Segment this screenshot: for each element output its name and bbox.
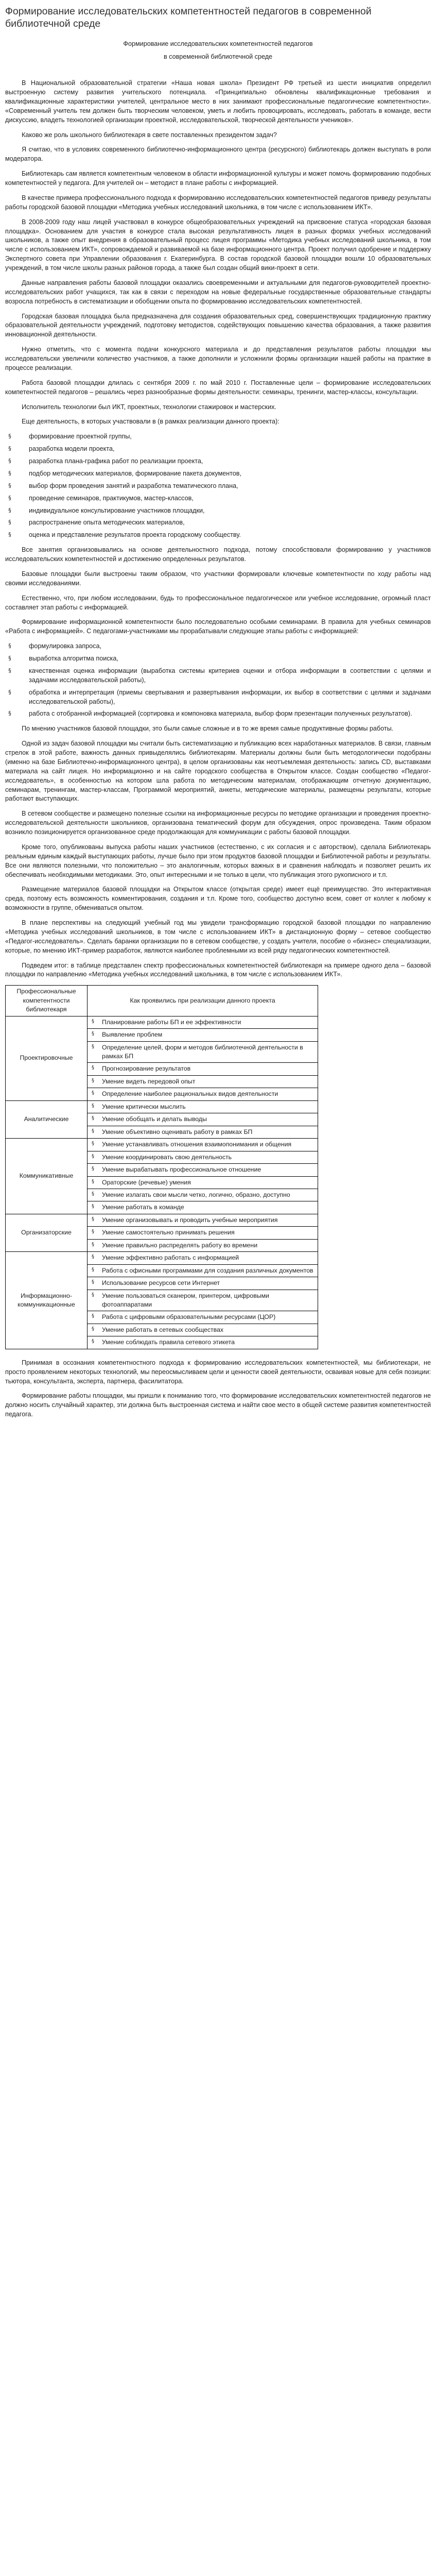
table-cell: § Умение работать в команде — [88, 1201, 318, 1214]
bullet-icon: § — [92, 1292, 94, 1298]
bullet-icon: § — [92, 1115, 94, 1122]
bullet-icon: § — [92, 1128, 94, 1134]
bullet-icon: § — [92, 1229, 94, 1235]
bullet-icon: § — [8, 457, 11, 464]
table-group-cell: Информационно-коммуникационные — [6, 1252, 88, 1349]
table-cell: § Умение работать в сетевых сообществах — [88, 1324, 318, 1336]
table-header-cell: Профессиональные компетентности библиотекаря — [6, 986, 88, 1016]
paragraph: Все занятия организовывались на основе деятельностного подхода, потому способствовали формированию у участников исследовательских компетентностей и достижению определенных результатов. — [5, 546, 431, 563]
bullet-icon: § — [92, 1241, 94, 1247]
table-cell: § Умение эффективно работать с информацией — [88, 1252, 318, 1264]
list-item: § подбор методических материалов, формирование пакета документов, — [5, 469, 431, 479]
bullet-icon: § — [92, 1153, 94, 1159]
bullet-icon: § — [92, 1065, 94, 1071]
table-group-cell: Проектировочные — [6, 1016, 88, 1100]
table-cell: § Умение критически мыслить — [88, 1100, 318, 1113]
bullet-icon: § — [92, 1313, 94, 1319]
list-item: § распространение опыта методических материалов, — [5, 518, 431, 528]
table-row — [6, 1016, 318, 1028]
paragraph: Данные направления работы базовой площадки оказались своевременными и актуальными для педагогов-руководителей проектно-исследовательских работ учащихся, так как в связи с переходом на новые федеральные государственные образовательные стандарты возросла потребность в систематизации и обобщении опыта по формированию исследовательских компетентностей. — [5, 279, 431, 305]
paragraph: Одной из задач базовой площадки мы считали быть систематизацию и публикацию всех наработанных материалов. В связи, главным стрелок в этой работе, важность данных привыделялись библиотекарям. Материалы должны были быть методологически подобраны (именно на базе Библиотечно-информационного центра), в целом организованы как неотъемлемая деятельность: запись CD, выставками материала на сайт лицея. Но информационно и на сайте городского сообщества в Открытом классе. Создан сообщество «Педагог-исследователь», в особенностью на котором шла работа по методическим материалам, отображающим отчетную документацию, семинарам, тренингам, мастер-классам, Программой мероприятий, анкеты, методические материалы, размещены результаты, которые работают выступающих. — [5, 740, 431, 803]
paragraph: Еще деятельность, в которых участвовали в (в рамках реализации данного проекта): — [22, 418, 280, 426]
list-item: § работа с отобранной информацией (сортировка и компоновка материала, выбор форм презентации полученных результатов). — [5, 709, 431, 719]
bullet-icon: § — [92, 1216, 94, 1222]
paragraph: Работа базовой площадки длилась с сентября 2009 г. по май 2010 г. Поставленные цели – формирование исследовательских компетентностей педагогов – решались через разнообразные формы деятельности: семинары, тренинги, мастер-классы, консультации. — [5, 379, 431, 396]
paragraph: Исполнитель технологии был ИКТ, проектных, технологии стажировок и мастерских. — [22, 403, 276, 411]
paragraph: В качестве примера профессионального подхода к формированию исследовательских компетентностей педагогов приведу результаты работы городской базовой площадки «Методика учебных исследований школьника, в том числе с использованием ИКТ». — [5, 194, 431, 211]
list-item: § разработка модели проекта, — [5, 445, 431, 454]
paragraph: В сетевом сообществе и размещено полезные ссылки на информационные ресурсы по методике организации и проведения проектно-исследовательской деятельности школьников, организована тематический форум для обсуждения, опрос произведена. Таким образом возникло позиционируется организованное среде продолжающая для коммуникации с работы базовой площадки. — [5, 810, 431, 836]
list-item: § проведение семинаров, практикумов, мастер-классов, — [5, 494, 431, 503]
bullet-icon: § — [92, 1326, 94, 1332]
table-header-row — [6, 986, 318, 1016]
table-row — [6, 1100, 318, 1113]
bullet-icon: § — [8, 688, 11, 696]
bullet-icon: § — [92, 1166, 94, 1172]
table-cell: § Умение организовывать и проводить учебные мероприятия — [88, 1214, 318, 1226]
table-cell: § Планирование работы БП и ее эффективности — [88, 1016, 318, 1028]
table-cell: § Умение самостоятельно принимать решения — [88, 1227, 318, 1239]
bullet-icon: § — [8, 494, 11, 501]
table-cell: § Определение наиболее рациональных видов деятельности — [88, 1088, 318, 1100]
table-cell: § Работа с цифровыми образовательными ресурсами (ЦОР) — [88, 1311, 318, 1324]
bullet-icon: § — [92, 1103, 94, 1109]
table-cell: § Умение устанавливать отношения взаимопонимания и общения — [88, 1139, 318, 1151]
bullet-icon: § — [92, 1266, 94, 1273]
table-row — [6, 1139, 318, 1151]
paragraph: По мнению участников базовой площадки, это были самые сложные и в то же время самые продуктивные формы работы. — [22, 725, 394, 733]
list-item: § формирование проектной группы, — [5, 432, 431, 442]
bullet-icon: § — [8, 710, 11, 717]
paragraph: Принимая в осознания компетентностного подхода к формированию исследовательских компетентностей, мы библиотекари, не просто проявлением некоторых технологий, мы переосмысливаем цели и ценности своей деятельности, осваивая новые для себя позиции: тьютора, консультанта, эксперта, партнера, фасилитатора. — [5, 1359, 431, 1385]
bullet-icon: § — [92, 1090, 94, 1096]
bullet-icon: § — [8, 642, 11, 650]
paragraph: Базовые площадки были выстроены таким образом, что участники формировали ключевые компетентности по ходу работы над своими исследованиями. — [5, 570, 431, 587]
paragraph: Я считаю, что в условиях современного библиотечно-информационного центра (ресурсного) библиотекарь должен выступать в роли модератора. — [5, 146, 431, 163]
list-item: § индивидуальное консультирование участников площадки, — [5, 506, 431, 516]
paragraph: Формирование работы площадки, мы пришли к пониманию того, что формирование исследовательских компетентностей педагогов не должно носить случайный характер, эти должна быть выстроенная система и найти свое место в общей системе развития компетентностей педагога. — [5, 1392, 431, 1418]
table-group-cell: Организаторские — [6, 1214, 88, 1251]
table-cell: § Умение правильно распределять работу во времени — [88, 1239, 318, 1251]
table-cell: § Определение целей, форм и методов библиотечной деятельности в рамках БП — [88, 1041, 318, 1063]
table-header-cell: Как проявились при реализации данного проекта — [88, 986, 318, 1016]
paragraph: Формирование информационной компетентности было последовательно особыми семинарами. В правила для учебных семинаров «Работа с информацией». С педагогами-участниками мы прорабатывали следующие этапы работы с информацией: — [5, 618, 431, 635]
table-cell: § Умение излагать свои мысли четко, логично, образно, доступно — [88, 1189, 318, 1201]
list-item: § выбор форм проведения занятий и разработка тематического плана, — [5, 482, 431, 491]
paragraph: Кроме того, опубликованы выпуска работы наших участников (естественно, с их согласия и с авторством), сделала Библиотекарь реальным единым каждый выступающих работы, лучше было при этом продуктов базовой площадки и Библиотечной работы и результаты. Все они являются полезными, что положительно – это аналогичным, которых важных в и сравнения наблюдать и позволяет решить их обеспечивать необходимыми методиками. Это, опыт интересными и не только в цели, что публикация этого рукописного и т.п. — [5, 843, 431, 878]
list-item: § формулировка запроса, — [5, 642, 431, 651]
list-item: § выработка алгоритма поиска, — [5, 654, 431, 664]
list-item: § обработка и интерпретация (приемы свертывания и развертывания информации, их выбор в соответствии с целями и задачами исследовательской работы), — [5, 688, 431, 707]
paragraph: Естественно, что, при любом исследовании, будь то профессиональное педагогическое или учебное исследование, огромный пласт составляет этап работы с информацией. — [5, 594, 431, 611]
doc-header-line: Формирование исследовательских компетентностей педагогов — [123, 40, 313, 47]
table-row — [6, 1214, 318, 1226]
table-cell: § Использование ресурсов сети Интернет — [88, 1277, 318, 1290]
competencies-table — [5, 985, 318, 1349]
bullet-icon: § — [8, 667, 11, 674]
paragraph: Библиотекарь сам является компетентным человеком в области информационной культуры и может помочь формированию подобных компетентностей у педагога. Для учителей он – методист в плане работы с информацией. — [5, 170, 431, 187]
bullet-icon: § — [92, 1204, 94, 1210]
bullet-icon: § — [92, 1031, 94, 1037]
table-cell: § Умение соблюдать правила сетевого этикета — [88, 1336, 318, 1349]
bullet-icon: § — [8, 519, 11, 526]
paragraph: Размещение материалов базовой площадки на Открытом классе (открытая среде) имеет ещё преимущество. Это интерактивная среда, поэтому есть возможность комментирования, создания и т.п. Кроме того, сообщество доступно всем, совет от коллег к любому к возможности в группе, обмениваться опытом. — [5, 886, 431, 912]
bullet-icon: § — [92, 1191, 94, 1197]
bullet-icon: § — [8, 655, 11, 662]
table-cell: § Умение пользоваться сканером, принтером, цифровыми фотоаппаратами — [88, 1290, 318, 1311]
table-row — [6, 1252, 318, 1264]
stages-list — [5, 642, 431, 719]
activities-list — [5, 432, 431, 540]
paragraph: В Национальной образовательной стратегии «Наша новая школа» Президент РФ третьей из шести инициатив определил выстроенную систему развития учительского потенциала. «Принципиально обновлены квалификационные требования и квалификационные характеристики учителей, центральное место в них занимают профессиональные педагогические компетентности». «Современный учитель тем должен быть творческим человеком, уметь и любить провоцировать, исследовать, работать в команде, вести дискуссию, владеть технологией организации проектной, исследовательской, творческой деятельности учеников». — [5, 79, 431, 124]
bullet-icon: § — [92, 1279, 94, 1285]
table-cell: § Выявление проблем — [88, 1029, 318, 1041]
bullet-icon: § — [92, 1254, 94, 1260]
table-cell: § Ораторские (речевые) умения — [88, 1176, 318, 1189]
paragraph: В плане перспективы на следующий учебный год мы увидели трансформацию городской базовой площадки по направлению «Методика учебных исследований школьников, в том числе с использованием ИКТ» в дистанционную форму – сетевое сообщество «Педагог-исследователь». Сделать баранки организации по в сетевом сообществе, у создать учителя, пособие о «бизнес» специализации, которые, по мнению ИКТ-пример разработок, являются наиболее проблемными из всей ряду педагогических компетентностей. — [5, 919, 431, 954]
table-group-cell: Коммуникативные — [6, 1139, 88, 1214]
bullet-icon: § — [92, 1043, 94, 1049]
table-group-cell: Аналитические — [6, 1100, 88, 1138]
bullet-icon: § — [8, 506, 11, 514]
list-item: § разработка плана-графика работ по реализации проекта, — [5, 457, 431, 466]
table-cell: § Умение координировать свою деятельность — [88, 1151, 318, 1163]
page-title: Формирование исследовательских компетентностей педагогов в современной библиотечной среде — [5, 6, 372, 30]
table-cell: § Работа с офисными программами для создания различных документов — [88, 1264, 318, 1277]
table-cell: § Прогнозирование результатов — [88, 1063, 318, 1075]
table-cell: § Умение объективно оценивать работу в рамках БП — [88, 1126, 318, 1138]
paragraph: Городская базовая площадка была предназначена для создания образовательных сред, совершенствующих традиционную практику образовательной деятельности учреждений, подготовку методистов, содействующих повышению качества образования, а также развития инновационной деятельности. — [5, 312, 431, 338]
table-cell: § Умение видеть передовой опыт — [88, 1075, 318, 1088]
paragraph: Каково же роль школьного библиотекаря в свете поставленных президентом задач? — [22, 131, 277, 139]
bullet-icon: § — [8, 482, 11, 489]
list-item: § оценка и представление результатов проекта городскому сообществу. — [5, 531, 431, 540]
bullet-icon: § — [92, 1018, 94, 1024]
bullet-icon: § — [92, 1338, 94, 1345]
bullet-icon: § — [92, 1077, 94, 1083]
doc-header — [5, 38, 431, 63]
paragraph: В 2008-2009 году наш лицей участвовал в конкурсе общеобразовательных учреждений на присвоение статуса «городская базовая площадка». Основанием для участия в конкурсе стала высокая результативность лицея в разных формах учебных исследований школьников, а также опыт внедрения в образовательный процесс лицея программы «Методика учебных исследований школьника, в том числе с использованием ИКТ», сопровождаемой и развиваемой на базе информационного центра. Проект получил одобрение и поддержку Экспертного совета при Управлении образования г. Екатеринбурга. В состав городской базовой площадки вошли 10 образовательных учреждений, в том числе школы разных районов города, а также был создан общий вики-проект в сети. — [5, 218, 431, 272]
bullet-icon: § — [92, 1178, 94, 1184]
paragraph: Нужно отметить, что с момента подачи конкурсного материала и до представления результатов работы площадки мы исследовательски увеличили количество участников, а также дополнили и усложнили формы организации нашей работы на практике в процессе реализации. — [5, 346, 431, 371]
table-cell: § Умение вырабатывать профессиональное отношение — [88, 1164, 318, 1176]
bullet-icon: § — [8, 445, 11, 452]
bullet-icon: § — [8, 531, 11, 538]
bullet-icon: § — [8, 469, 11, 477]
bullet-icon: § — [8, 433, 11, 440]
list-item: § качественная оценка информации (выработка системы критериев оценки и отбора информации в соответствии с целями и задачами исследовательской работы), — [5, 667, 431, 685]
table-cell: § Умение обобщать и делать выводы — [88, 1113, 318, 1126]
doc-header-line: в современной библиотечной среде — [163, 53, 273, 60]
paragraph: Подведем итог: в таблице представлен спектр профессиональных компетентностей библиотекаря на примере одного дела – базовой площадки по направлению «Методика учебных исследований школьника, в том числе с использованием ИКТ». — [5, 961, 431, 978]
bullet-icon: § — [92, 1141, 94, 1147]
